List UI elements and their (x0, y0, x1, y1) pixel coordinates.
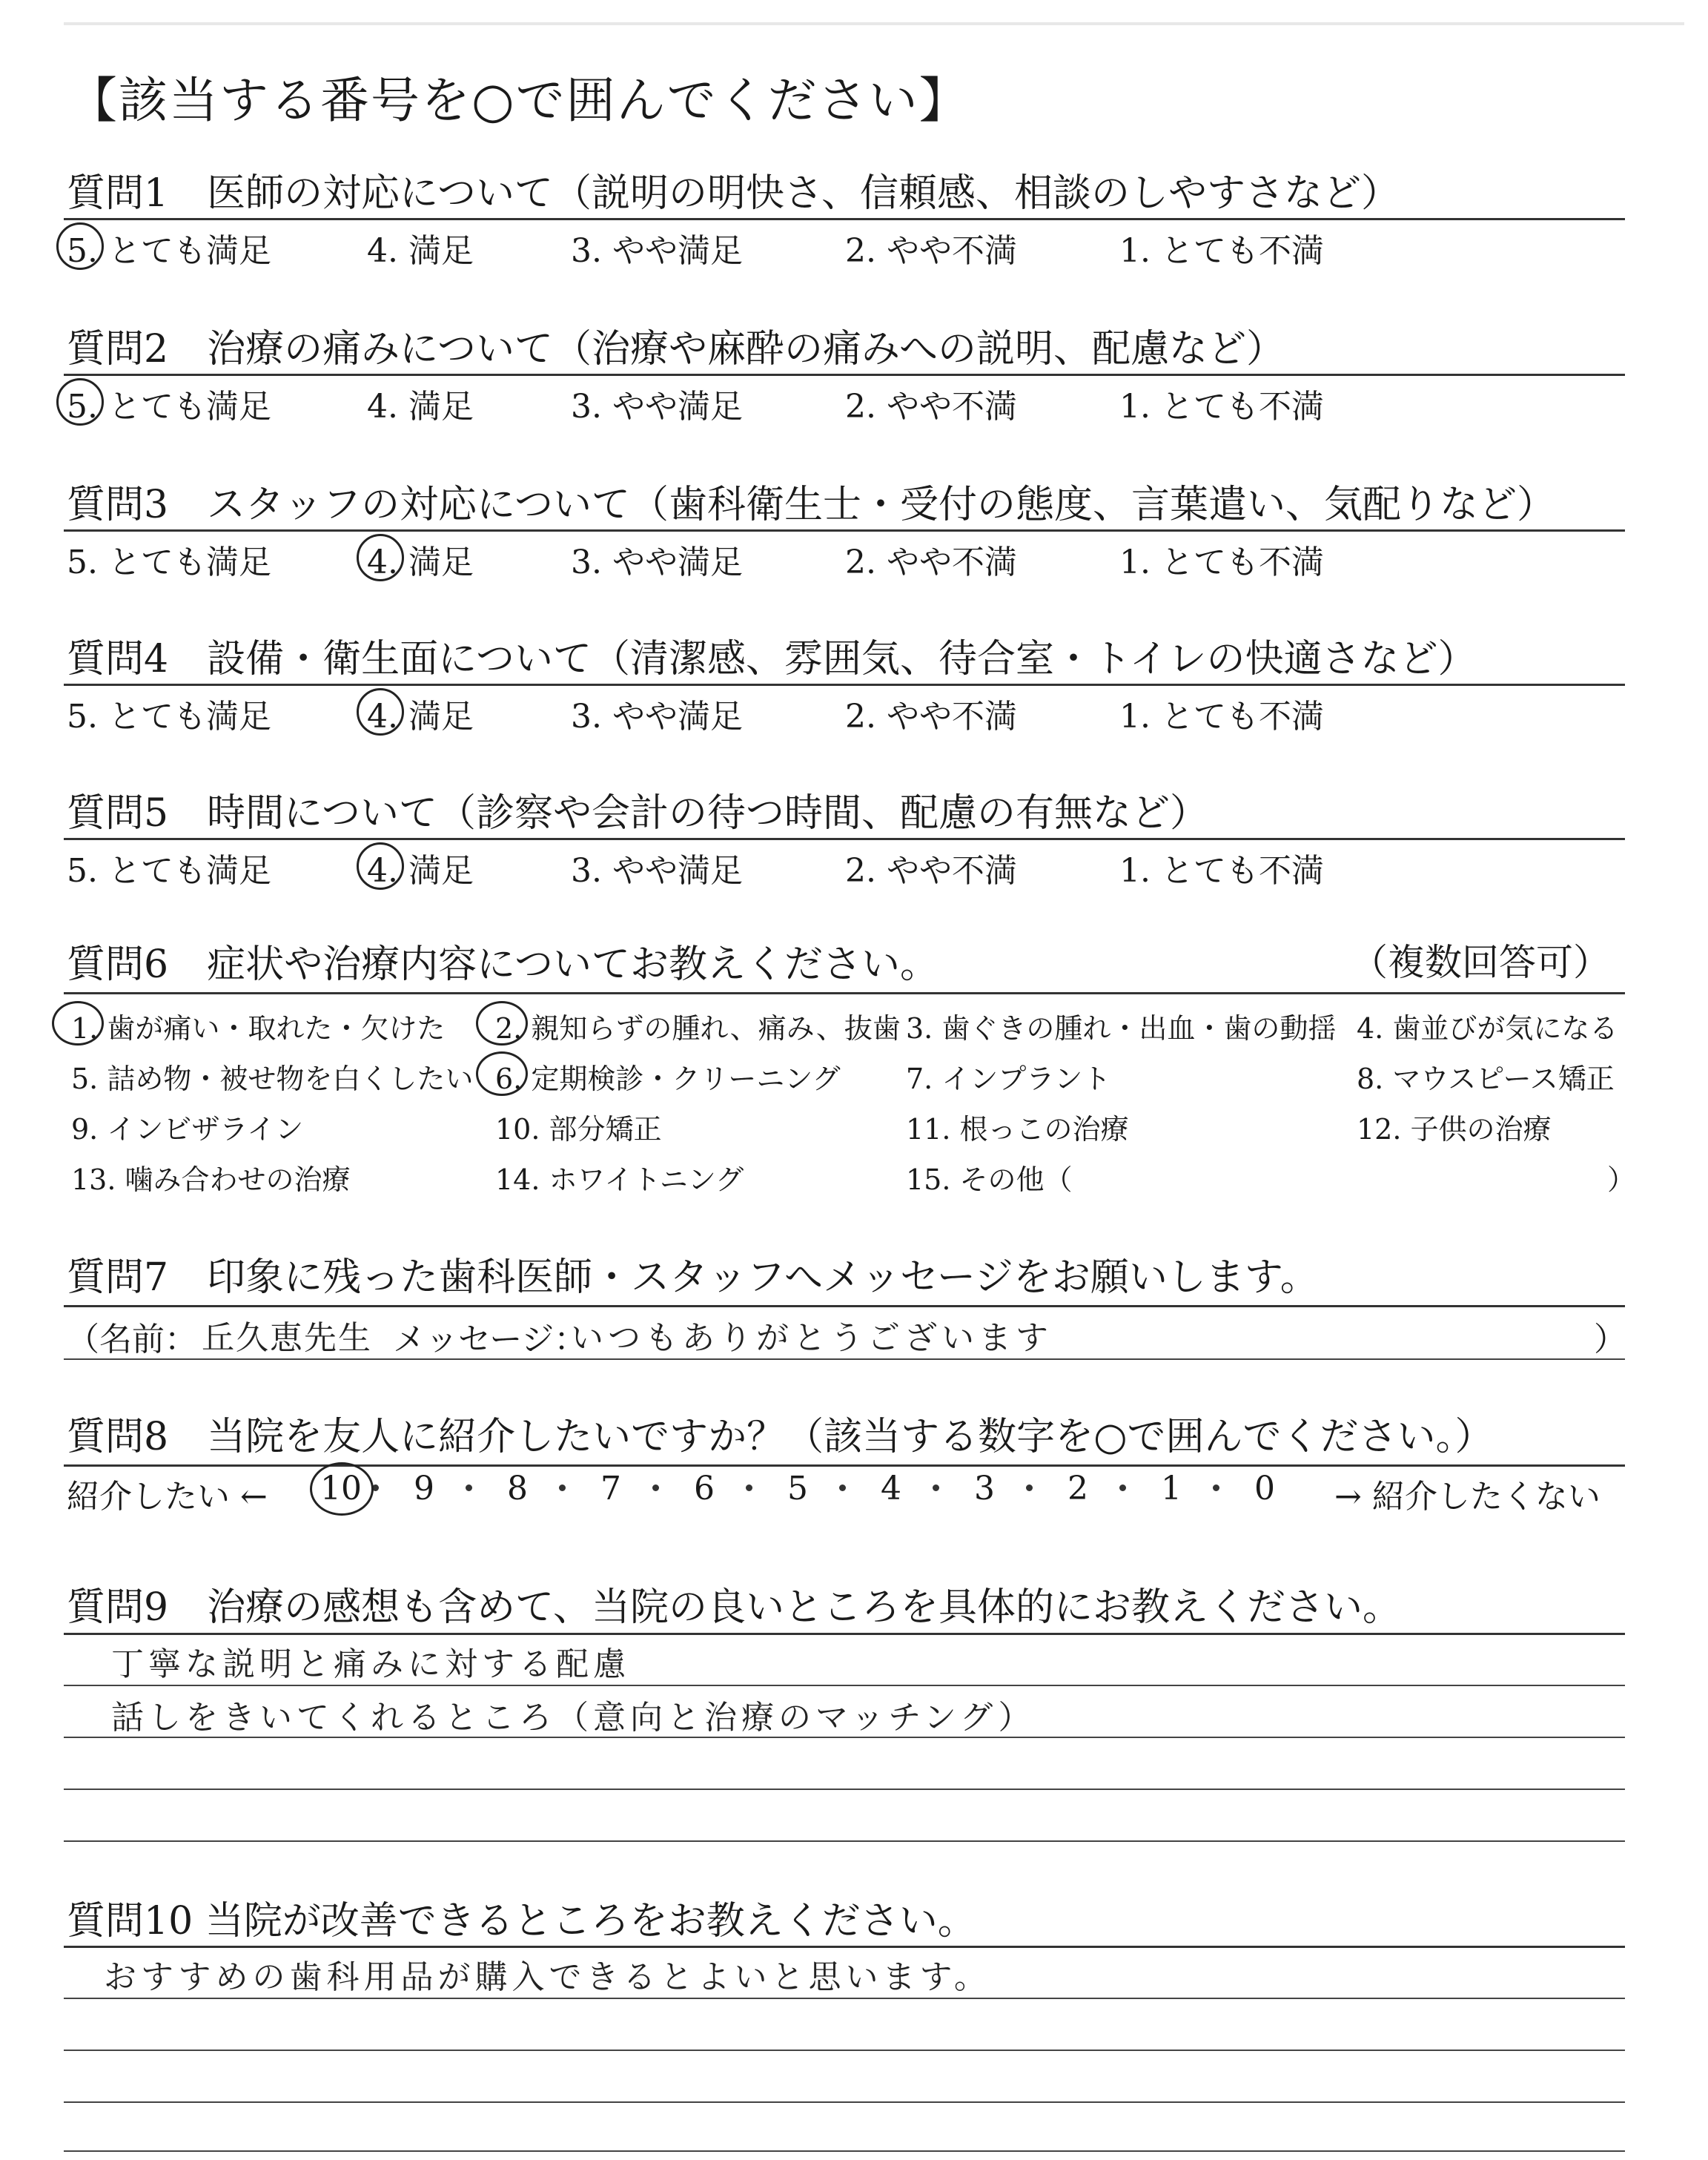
q1-option-3[interactable]: 3. やや満足 (571, 232, 743, 270)
q8-right-label: → 紹介したくない (1334, 1478, 1601, 1516)
q6-other-close-paren: ） (1607, 1163, 1636, 1196)
q8-score-6[interactable]: 6 (694, 1470, 715, 1507)
q2-option-4[interactable]: 4. 満足 (367, 388, 474, 426)
q5-rule (64, 838, 1625, 840)
q10-line-2 (64, 2050, 1625, 2051)
q9-answer-line-2: 話しをきいてくれるところ（意向と治療のマッチング） (111, 1699, 1036, 1737)
q3-selection-circle (357, 534, 404, 581)
q6-option-2[interactable]: 2. 親知らずの腫れ、痛み、抜歯 (495, 1012, 901, 1045)
q6-option-3[interactable]: 3. 歯ぐきの腫れ・出血・歯の動揺 (906, 1012, 1337, 1045)
q8-score-9[interactable]: 9 (414, 1470, 434, 1507)
q8-score-7[interactable]: 7 (600, 1470, 621, 1507)
q8-selection-circle (310, 1462, 374, 1516)
q2-heading: 質問2 治療の痛みについて（治療や麻酔の痛みへの説明、配慮など） (67, 327, 1285, 371)
q6-option-14[interactable]: 14. ホワイトニング (495, 1163, 744, 1196)
q9-answer-line-1: 丁寧な説明と痛みに対する配慮 (111, 1645, 630, 1683)
q1-option-2[interactable]: 2. やや不満 (845, 232, 1017, 270)
q7-message-value: いつもありがとうございます (571, 1319, 1053, 1357)
q8-heading: 質問8 当院を友人に紹介したいですか？（該当する数字を○で囲んでください。） (67, 1415, 1494, 1459)
q2-option-5[interactable]: 5. とても満足 (67, 388, 271, 426)
q3-option-5[interactable]: 5. とても満足 (67, 544, 271, 581)
q8-left-label: 紹介したい ← (67, 1478, 268, 1516)
q7-rule (64, 1305, 1625, 1307)
q8-score-5[interactable]: 5 (787, 1470, 808, 1507)
q6-option-10[interactable]: 10. 部分矯正 (495, 1113, 662, 1146)
q1-option-5[interactable]: 5. とても満足 (67, 232, 271, 270)
q4-heading: 質問4 設備・衛生面について（清潔感、雰囲気、待合室・トイレの快適さなど） (67, 637, 1477, 681)
q1-rule (64, 218, 1625, 220)
q5-option-3[interactable]: 3. やや満足 (571, 852, 743, 890)
q6-option-9[interactable]: 9. インビザライン (71, 1113, 304, 1146)
q10-answer-line-1: おすすめの歯科用品が購入できるとよいと思います。 (104, 1958, 991, 1996)
q6-option-4[interactable]: 4. 歯並びが気になる (1357, 1012, 1618, 1045)
q8-scale-separator (746, 1484, 752, 1491)
q6-option-1[interactable]: 1. 歯が痛い・取れた・欠けた (71, 1012, 446, 1045)
q1-option-1[interactable]: 1. とても不満 (1119, 232, 1324, 270)
q5-selection-circle (357, 842, 404, 890)
q4-selection-circle (357, 688, 404, 736)
q8-score-1[interactable]: 1 (1161, 1470, 1182, 1507)
q6-rule (64, 992, 1625, 994)
q5-option-1[interactable]: 1. とても不満 (1119, 852, 1324, 890)
q10-line-3 (64, 2101, 1625, 2103)
q4-option-3[interactable]: 3. やや満足 (571, 698, 743, 736)
q2-option-2[interactable]: 2. やや不満 (845, 388, 1017, 426)
q9-line-4 (64, 1840, 1625, 1842)
q8-scale-separator (466, 1484, 472, 1491)
q3-option-4[interactable]: 4. 満足 (367, 544, 474, 581)
q8-scale-separator (839, 1484, 846, 1491)
q6-option-6[interactable]: 6. 定期検診・クリーニング (495, 1063, 841, 1095)
scan-top-edge (64, 22, 1684, 25)
q8-score-3[interactable]: 3 (974, 1470, 995, 1507)
q4-option-1[interactable]: 1. とても不満 (1119, 698, 1324, 736)
q2-option-1[interactable]: 1. とても不満 (1119, 388, 1324, 426)
q2-selection-circle (56, 378, 104, 426)
q4-rule (64, 684, 1625, 686)
q6-option-15[interactable]: 15. その他（ (906, 1163, 1073, 1196)
q10-line-1 (64, 1998, 1625, 1999)
q8-score-2[interactable]: 2 (1068, 1470, 1088, 1507)
q6-option-7[interactable]: 7. インプラント (906, 1063, 1111, 1095)
q7-message-label: メッセージ： (393, 1321, 587, 1358)
q6-option-13[interactable]: 13. 噛み合わせの治療 (71, 1163, 351, 1196)
q6-selection-circle (476, 1051, 528, 1096)
q6-option-8[interactable]: 8. マウスピース矯正 (1357, 1063, 1615, 1095)
q6-option-12[interactable]: 12. 子供の治療 (1357, 1113, 1552, 1146)
q4-option-5[interactable]: 5. とても満足 (67, 698, 271, 736)
q9-line-1 (64, 1685, 1625, 1686)
q3-option-2[interactable]: 2. やや不満 (845, 544, 1017, 581)
form-title: 【該当する番号を○で囲んでください】 (68, 72, 970, 129)
q3-heading: 質問3 スタッフの対応について（歯科衛生士・受付の態度、言葉遣い、気配りなど） (67, 483, 1556, 527)
q10-line-4 (64, 2150, 1625, 2152)
q8-rule (64, 1464, 1625, 1467)
q8-score-0[interactable]: 0 (1254, 1470, 1275, 1507)
q8-score-4[interactable]: 4 (881, 1470, 901, 1507)
q6-multi-note: （複数回答可） (1351, 941, 1610, 984)
q8-score-8[interactable]: 8 (507, 1470, 528, 1507)
q8-score-10[interactable]: 10 (320, 1470, 362, 1507)
q10-rule (64, 1946, 1625, 1948)
q8-scale-separator (1213, 1484, 1219, 1491)
q7-name-label: （名前： (67, 1321, 197, 1358)
q5-option-4[interactable]: 4. 満足 (367, 852, 474, 890)
q9-rule (64, 1633, 1625, 1635)
q8-scale-separator (933, 1484, 939, 1491)
q4-option-4[interactable]: 4. 満足 (367, 698, 474, 736)
q8-scale-separator (652, 1484, 659, 1491)
q3-option-3[interactable]: 3. やや満足 (571, 544, 743, 581)
q9-heading: 質問9 治療の感想も含めて、当院の良いところを具体的にお教えください。 (67, 1585, 1402, 1630)
q2-option-3[interactable]: 3. やや満足 (571, 388, 743, 426)
q9-line-3 (64, 1789, 1625, 1790)
q8-scale-separator (1119, 1484, 1126, 1491)
q7-heading: 質問7 印象に残った歯科医師・スタッフへメッセージをお願いします。 (67, 1255, 1319, 1300)
q8-scale-separator (559, 1484, 566, 1491)
q6-selection-circle (476, 1001, 528, 1046)
q7-close-paren: ） (1594, 1321, 1626, 1358)
q3-option-1[interactable]: 1. とても不満 (1119, 544, 1324, 581)
q3-rule (64, 529, 1625, 532)
q7-name-value: 丘久恵先生 (202, 1319, 372, 1357)
q2-rule (64, 374, 1625, 376)
q6-option-5[interactable]: 5. 詰め物・被せ物を白くしたい (71, 1063, 474, 1095)
q5-heading: 質問5 時間について（診察や会計の待つ時間、配慮の有無など） (67, 791, 1209, 836)
q1-selection-circle (56, 222, 104, 270)
q10-heading: 質問10 当院が改善できるところをお教えください。 (67, 1899, 976, 1943)
q5-option-2[interactable]: 2. やや不満 (845, 852, 1017, 890)
q5-option-5[interactable]: 5. とても満足 (67, 852, 271, 890)
q6-heading: 質問6 症状や治療内容についてお教えください。 (67, 942, 939, 987)
q1-heading: 質問1 医師の対応について（説明の明快さ、信頼感、相談のしやすさなど） (67, 171, 1400, 216)
q9-line-2 (64, 1737, 1625, 1738)
q4-option-2[interactable]: 2. やや不満 (845, 698, 1017, 736)
q6-selection-circle (52, 1001, 104, 1046)
q7-answer-line (64, 1358, 1625, 1360)
q6-option-11[interactable]: 11. 根っこの治療 (906, 1113, 1129, 1146)
q8-scale-separator (1026, 1484, 1033, 1491)
q1-option-4[interactable]: 4. 満足 (367, 232, 474, 270)
